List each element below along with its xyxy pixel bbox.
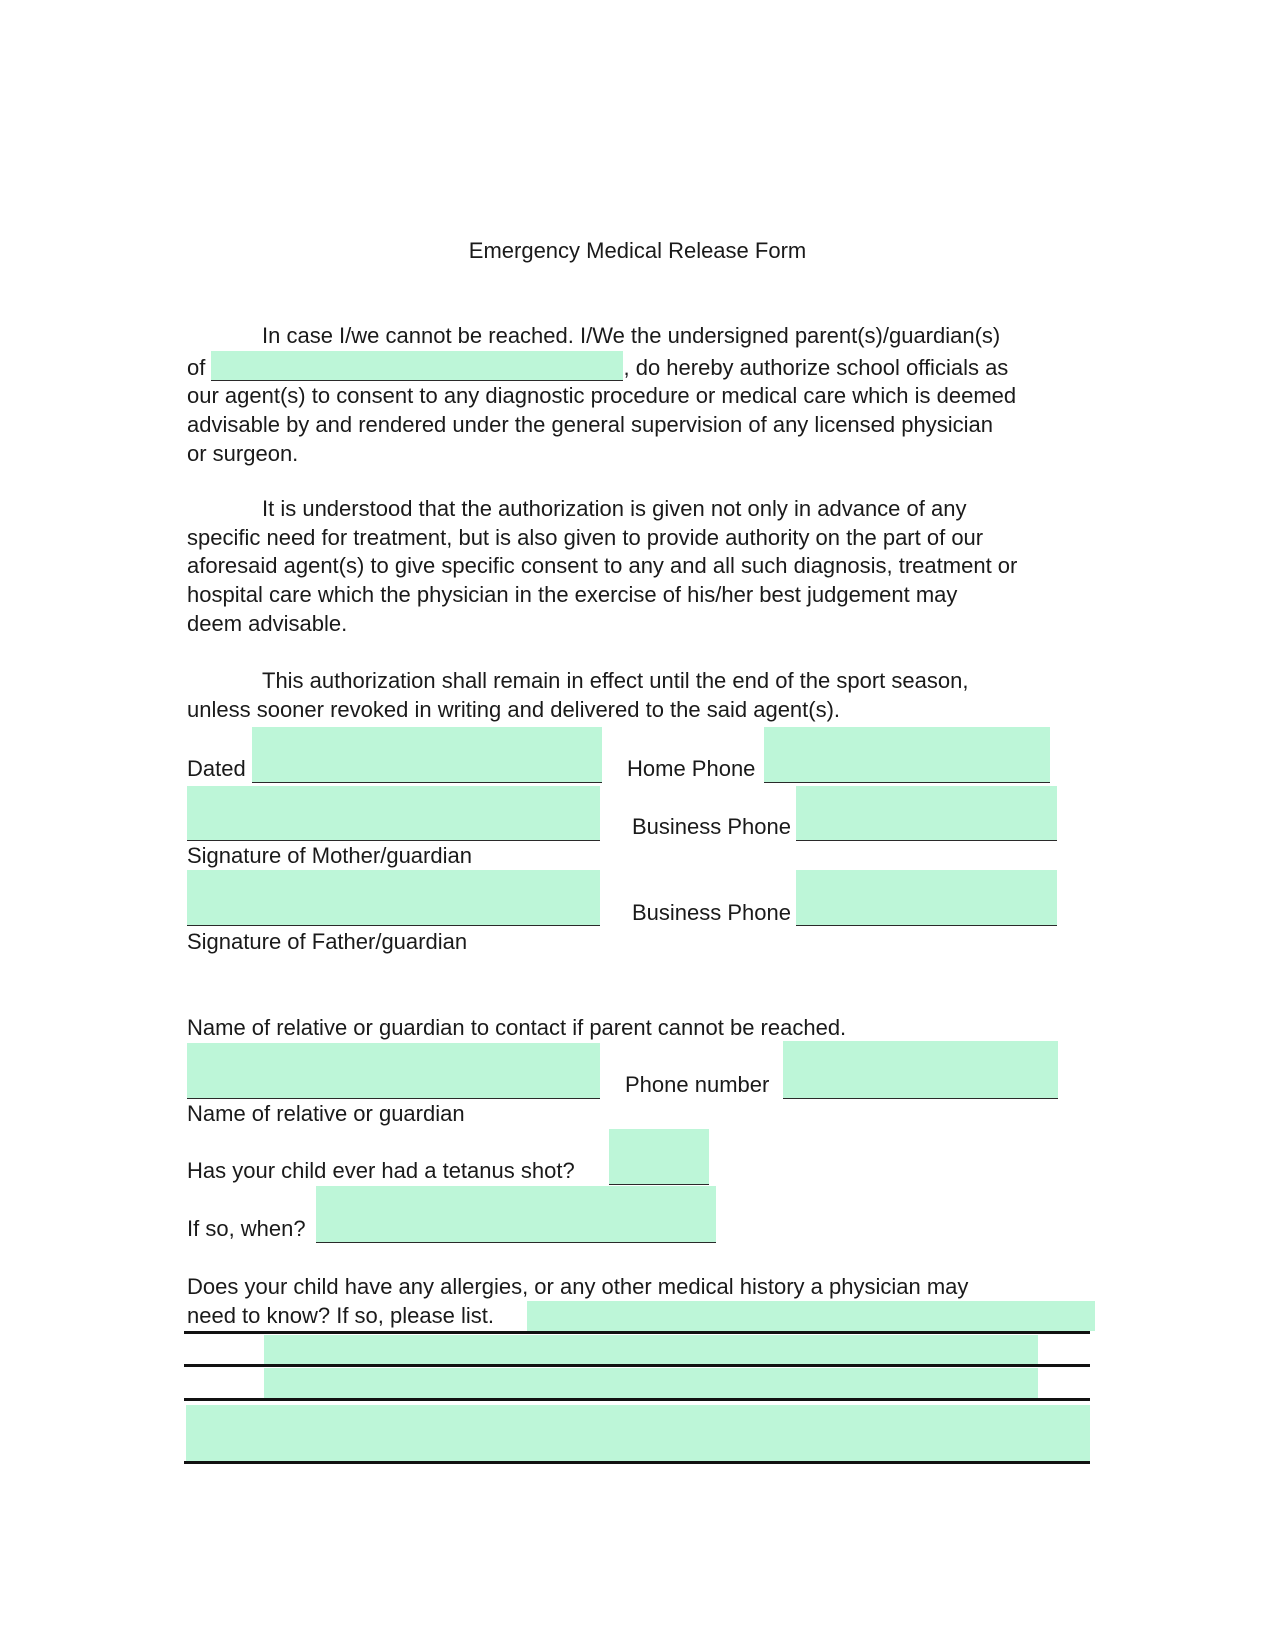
tetanus-label: Has your child ever had a tetanus shot? (187, 1158, 575, 1183)
relative-prompt: Name of relative or guardian to contact if parent cannot be reached. (187, 1015, 847, 1040)
intro-paragraph (187, 322, 1107, 469)
auth-line-5: deem advisable. (187, 610, 348, 636)
allergies-rule-1 (184, 1331, 1090, 1334)
allergies-rule-3 (184, 1398, 1090, 1401)
father-signature-field[interactable] (187, 870, 600, 926)
allergies-line-2: need to know? If so, please list. (187, 1303, 494, 1328)
allergies-rule-4 (184, 1461, 1090, 1464)
phone-number-label: Phone number (625, 1072, 770, 1097)
dated-field[interactable] (252, 727, 602, 783)
intro-line-1: In case I/we cannot be reached. I/We the undersigned parent(s)/guardian(s) (262, 323, 1001, 348)
business-phone-field-2[interactable] (796, 870, 1057, 926)
relative-phone-field[interactable] (783, 1041, 1058, 1099)
tetanus-when-field[interactable] (316, 1186, 716, 1243)
allergies-field-4[interactable] (186, 1405, 1090, 1461)
relative-name-field[interactable] (187, 1043, 600, 1099)
business-phone-label-2: Business Phone (632, 900, 791, 925)
dated-label: Dated (187, 756, 246, 781)
effect-line-1: This authorization shall remain in effect until the end of the sport season, (262, 668, 969, 693)
business-phone-field-1[interactable] (796, 786, 1057, 841)
mother-signature-label: Signature of Mother/guardian (187, 843, 472, 868)
auth-line-2: specific need for treatment, but is also given to provide authority on the part of our (187, 524, 984, 550)
relative-name-label: Name of relative or guardian (187, 1101, 465, 1126)
intro-line-3: our agent(s) to consent to any diagnostic procedure or medical care which is deemed (187, 383, 1017, 409)
child-name-field[interactable] (211, 351, 623, 381)
intro-line-2-rest: , do hereby authorize school officials as (623, 354, 1009, 380)
auth-line-3: aforesaid agent(s) to give specific consent to any and all such diagnosis, treatment or (187, 553, 1018, 579)
if-so-when-label: If so, when? (187, 1216, 306, 1241)
effect-line-2: unless sooner revoked in writing and delivered to the said agent(s). (187, 696, 841, 722)
of-label: of (187, 354, 206, 380)
home-phone-field[interactable] (764, 727, 1050, 783)
business-phone-label-1: Business Phone (632, 814, 791, 839)
allergies-line-1: Does your child have any allergies, or any other medical history a physician may (187, 1274, 969, 1299)
home-phone-label: Home Phone (627, 756, 756, 781)
allergies-field-1[interactable] (527, 1301, 1095, 1331)
page-title: Emergency Medical Release Form (468, 238, 807, 263)
father-signature-label: Signature of Father/guardian (187, 929, 468, 954)
authorization-paragraph (187, 495, 1107, 639)
allergies-field-2[interactable] (264, 1335, 1038, 1364)
intro-line-2 (187, 351, 1107, 383)
allergies-rule-2 (184, 1364, 1090, 1367)
auth-line-4: hospital care which the physician in the exercise of his/her best judgement may (187, 582, 958, 608)
allergies-field-3[interactable] (264, 1368, 1038, 1398)
effect-paragraph (187, 667, 1107, 724)
intro-line-4: advisable by and rendered under the general supervision of any licensed physician (187, 412, 993, 438)
mother-signature-field[interactable] (187, 786, 600, 841)
intro-line-5: or surgeon. (187, 440, 299, 466)
auth-line-1: It is understood that the authorization is given not only in advance of any (262, 496, 967, 521)
tetanus-field[interactable] (609, 1129, 709, 1185)
